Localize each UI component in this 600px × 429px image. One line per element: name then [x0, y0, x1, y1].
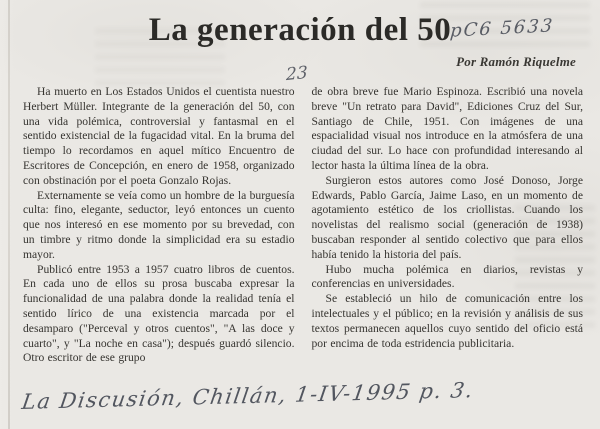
article-paragraph: Hubo mucha polémica en diarios, revistas y conferencias en universidades. [311, 262, 583, 291]
handwritten-catalog-code: pC6 5633 [449, 15, 556, 42]
handwritten-source-citation: La Discusión, Chillán, 1-IV-1995 p. 3. [20, 378, 476, 414]
article-paragraph: Publicó entre 1953 a 1957 cuatro libros de cuentos. En cada uno de ellos su prosa buscaba expresar la funcionalidad de una palabra donde la realidad tenía el sentido lírico de una existencia marcada por el desamparo ("Perceval y otros cuentos", "A las doce y cuarto", y "La noche en casa"); después guardó silencio. Otro escritor de ese grupo [23, 262, 295, 365]
article-paragraph: Surgieron estos autores como José Donoso, Jorge Edwards, Pablo García, Jaime Laso, en un momento de agotamiento estético de los criollistas. Cuando los novelistas del realismo social (generación de 1938) buscaban responder al sentido colectivo que para ellos había tenido la historia del país. [311, 173, 583, 261]
article-paragraph: Externamente se veía como un hombre de la burguesía culta: fino, elegante, seductor, leyó entonces un cuento que nos interesó en ese momento por su brevedad, con un timbre y ritmo donde la simplicidad era su estadio mayor. [23, 188, 295, 261]
article-byline: Por Ramón Riquelme [456, 54, 576, 69]
clipping-torn-edge [8, 0, 10, 429]
article-paragraph: Ha muerto en Los Estados Unidos el cuentista nuestro Herbert Müller. Integrante de la generación del 50, con una vida polémica, controversial y fantasmal en el sentido existencial de la fugacidad vital. En la bruma del tiempo lo recordamos en aquel mítico Encuentro de Escritores de Concepción, en enero de 1958, organizado con obstinación por el poeta Gonzalo Rojas. [23, 85, 295, 187]
article-title: La generación del 50 [148, 12, 452, 48]
handwritten-number-annotation: 23 [286, 62, 308, 86]
article-paragraph: de obra breve fue Mario Espinoza. Escribió una novela breve "Un retrato para David", Ediciones Cruz del Sur, Santiago de Chile, 1951. Con imágenes de una espacialidad visual nos introduce en la atmósfera de una ciudad del sur. Lo hace con profundidad interesando al lector hasta la última línea de la obra. [311, 85, 583, 172]
article-column-left [23, 85, 295, 366]
article-paragraph: Se estableció un hilo de comunicación entre los intelectuales y el público; en la revisión y análisis de sus textos permanecen aquellos cuyo sentido del oficio está por encima de toda estridencia publicitaria. [311, 292, 583, 350]
article-body [0, 70, 600, 366]
article-column-right [312, 85, 584, 366]
